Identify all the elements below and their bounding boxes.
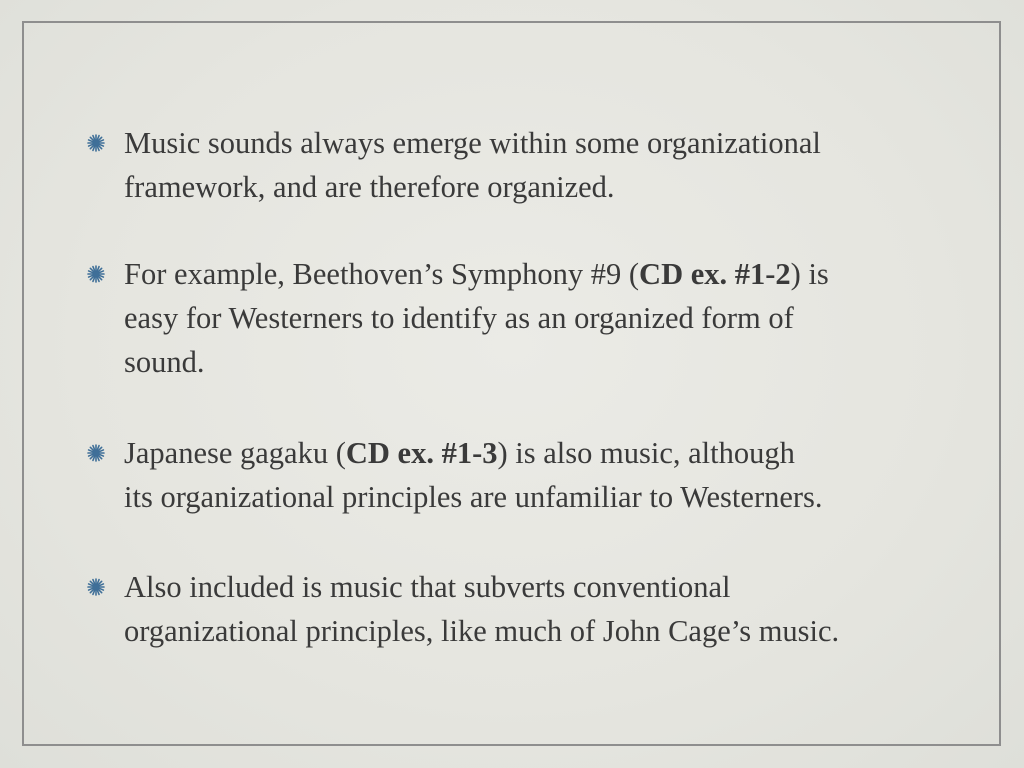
bullet-line [124,296,966,340]
bullet-list [86,121,966,696]
bullet-text: Japanese gagaku ( [124,436,346,470]
bullet-text: easy for Westerners to identify as an organized form of [124,301,794,335]
bullet-line [124,252,966,296]
bullet-line [124,431,966,475]
bullet-line [124,609,966,653]
bullet-line [124,475,966,519]
cd-example-reference: CD ex. #1-3 [345,436,498,470]
bullet-text: sound. [124,345,205,379]
cd-example-reference: CD ex. #1-2 [639,257,791,291]
asterisk-bullet-icon [86,443,106,463]
bullet-text: Also included is music that subverts conventional [124,570,731,604]
bullet-line [124,165,966,209]
bullet-item [86,565,966,653]
asterisk-bullet-icon [86,133,106,153]
bullet-line [124,121,966,165]
bullet-line [124,340,966,384]
bullet-text: ) is also music, although [497,436,795,470]
asterisk-bullet-icon [86,264,106,284]
bullet-text: ) is [790,257,829,291]
bullet-text: organizational principles, like much of John Cage’s music. [124,614,840,648]
bullet-text: Music sounds always emerge within some organizational [124,126,821,160]
bullet-text: its organizational principles are unfamiliar to Westerners. [124,480,823,514]
bullet-item [86,121,966,209]
bullet-item [86,252,966,384]
bullet-text: framework, and are therefore organized. [124,170,615,204]
bullet-text: For example, Beethoven’s Symphony #9 ( [124,257,640,291]
bullet-item [86,431,966,519]
asterisk-bullet-icon [86,577,106,597]
bullet-line [124,565,966,609]
